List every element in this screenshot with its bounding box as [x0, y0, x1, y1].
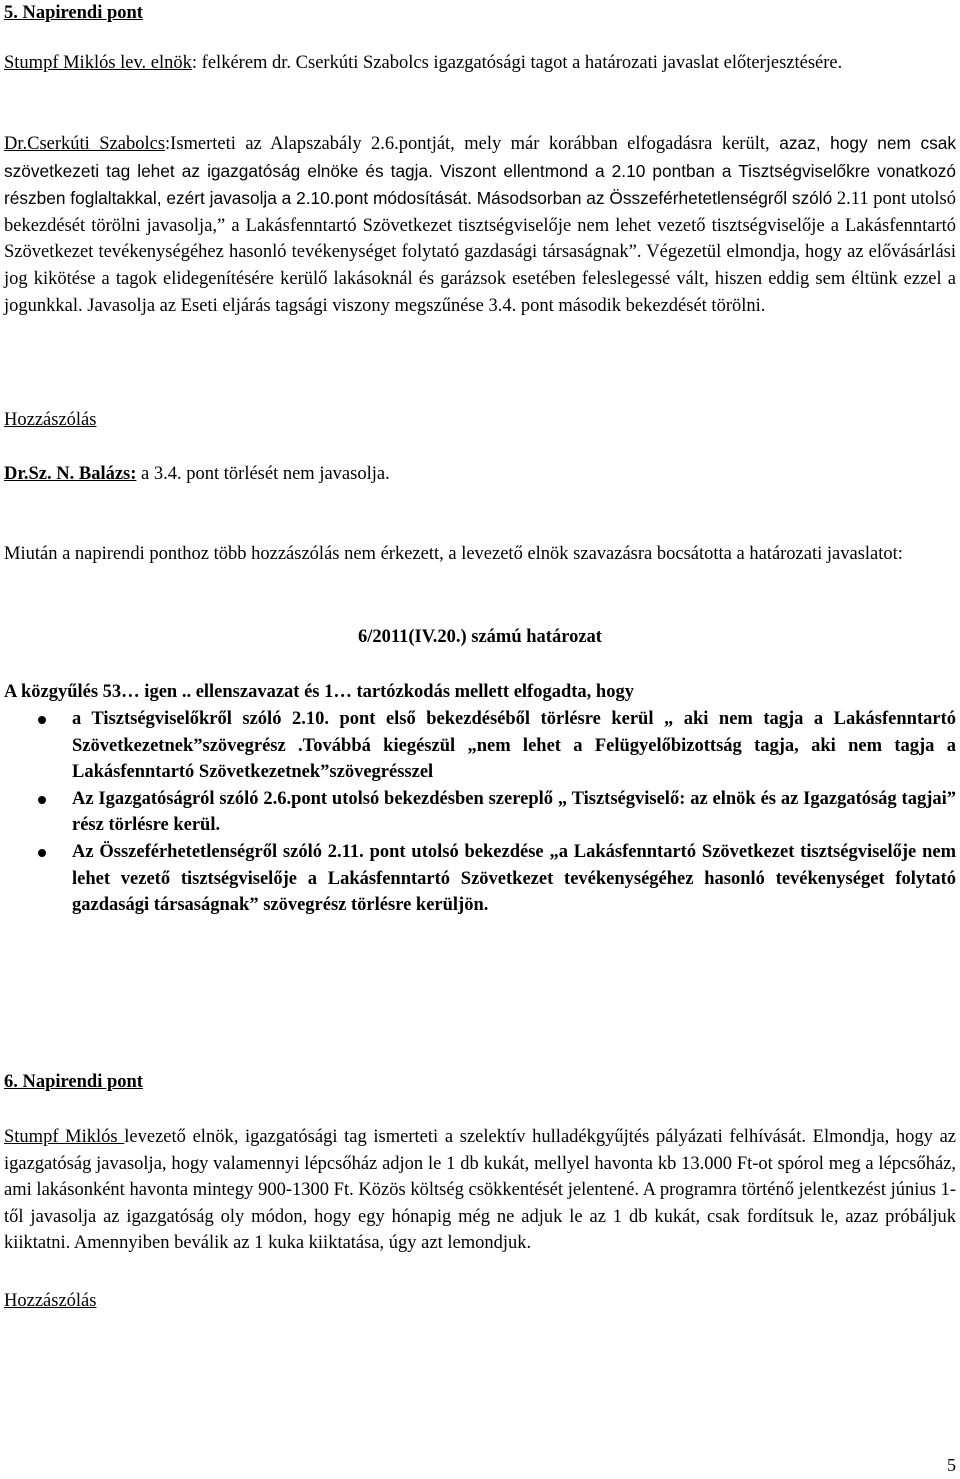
resolution-item: [4, 706, 956, 786]
section5-comments-heading-text: Hozzászólás: [4, 410, 97, 430]
section5-p2-text-sans: azaz, hogy nem csak szövetkezeti tag lehet az igazgatóság elnöke és tagja. Viszont ellentmond a 2.10 pontban a Tisztségviselőkre vonatkozó részben foglaltakkal, ezért javasolja a 2.10.pont módosítását. Másodsorban az Összeférhetetlenségről szóló: [4, 133, 956, 209]
section5-heading-text: 5. Napirendi pont: [4, 3, 143, 23]
bullet-icon: [38, 796, 46, 804]
section5-p1-text: : felkérem dr. Cserkúti Szabolcs igazgatósági tagot a határozati javaslat előterjesztésére.: [191, 53, 843, 73]
section5-paragraph-1: [4, 50, 956, 77]
section5-p2-text-serif: :Ismerteti az Alapszabály 2.6.pontját, mely már korábban elfogadásra került,: [165, 134, 770, 154]
section6-p1-text: levezető elnök, igazgatósági tag ismerteti a szelektív hulladékgyűjtés pályázati felhívását. Elmondja, hogy az igazgatóság javasolja, hogy valamennyi lépcsőház adjon le 1 db kukát, mellyel havonta kb 13.000 Ft-ot spórol meg a lépcsőház, ami lakásonként havonta mintegy 900-1300 Ft. Közös költség csökkentését jelentené. A programra történő jelentkezést június 1-től javasolja az igazgatóság oly módon, hogy egy hónapig még ne adjuk le az 1 db kukát, csak fordítsuk le, azaz próbáljuk kiiktatni. Amennyiben beválik az 1 kuka kiiktatása, úgy azt lemondjuk.: [4, 1127, 956, 1254]
section5-p2-speaker: Dr.Cserkúti Szabolcs: [4, 134, 166, 154]
section6-p1-speaker: Stumpf Miklós: [4, 1127, 125, 1147]
bullet-icon: [38, 716, 46, 724]
section5-p1-speaker: Stumpf Miklós lev. elnök: [4, 53, 192, 73]
resolution-title: 6/2011(IV.20.) számú határozat: [358, 627, 602, 647]
vote-intro: Miután a napirendi ponthoz több hozzászólás nem érkezett, a levezető elnök szavazásra bocsátotta a határozati javaslatot:: [4, 544, 903, 564]
section5-p2-text-tail: 2.11 pont utolsó bekezdését törölni javasolja,” a Lakásfenntartó Szövetkezet tisztségviselője nem lehet vezető tisztségviselője a Lakásfenntartó Szövetkezet tevékenységéhez hasonló tevékenységet folytató gazdasági társaságnak”. Végezetül elmondja, hogy az elővásárlási jog kikötése a tagok elidegenítésére kerülő lakásoknál és garázsok esetében feleslegessé vált, hiszen eddig sem éltünk ezzel a jogunkkal. Javasolja az Eseti eljárás tagsági viszony megszűnése 3.4. pont második bekezdését törölni.: [4, 189, 956, 316]
section6-paragraph-1: [4, 1124, 956, 1257]
resolution-item: [4, 839, 956, 919]
section6-comments-heading-text: Hozzászólás: [4, 1291, 97, 1311]
section5-heading: [4, 0, 956, 27]
page-number: 5: [947, 1455, 956, 1475]
section6-comments-heading: [4, 1288, 956, 1315]
resolution-item-text: Az Összeférhetetlenségről szóló 2.11. pont utolsó bekezdése „a Lakásfenntartó Szövetkezet tisztségviselője nem lehet vezető tisztségviselője a Lakásfenntartó Szövetkezet tevékenységéhez hasonló tevékenységet folytató gazdasági társaságnak” szövegrész törlésre kerüljön.: [72, 841, 956, 916]
resolution-item-text: a Tisztségviselőkről szóló 2.10. pont első bekezdéséből törlésre kerül „ aki nem tagja a Lakásfenntartó Szövetkezetnek”szövegrész .Továbbá kiegészül „nem lehet a Felügyelőbizottság tagja, aki nem tagja a Lakásfenntartó Szövetkezetnek”szövegrésszel: [72, 709, 956, 783]
section6-heading: [4, 1069, 956, 1096]
resolution-vote: A közgyűlés 53… igen .. ellenszavazat és 1… tartózkodás mellett elfogadta, hogy: [4, 682, 634, 702]
section6-heading-text: 6. Napirendi pont: [4, 1072, 143, 1092]
resolution-item-text: Az Igazgatóságról szóló 2.6.pont utolsó bekezdésben szereplő „ Tisztségviselő: az elnök és az Igazgatóság tagjai” rész törlésre kerül.: [72, 788, 956, 836]
section5-paragraph-2: [4, 130, 956, 319]
bullet-icon: [38, 849, 46, 857]
comment-text: a 3.4. pont törlését nem javasolja.: [136, 464, 390, 484]
resolution-list: [4, 706, 956, 919]
section5-comment: [4, 461, 956, 488]
section5-comments-heading: [4, 407, 956, 434]
comment-speaker: Dr.Sz. N. Balázs:: [4, 464, 137, 484]
resolution-item: [4, 786, 956, 839]
